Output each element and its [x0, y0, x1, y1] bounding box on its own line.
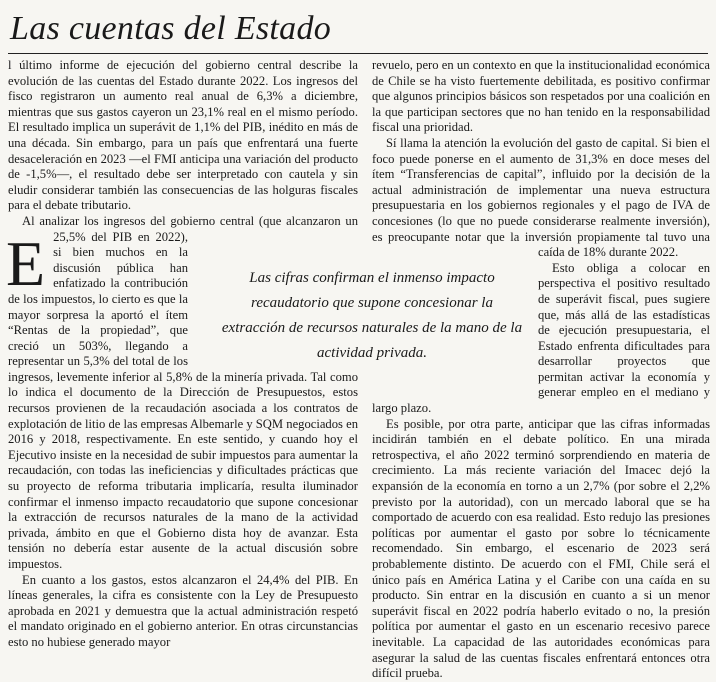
paragraph-1-text: l último informe de ejecución del gobierno central describe la evolución de las cuentas del Estado durante 2022. Los ingresos del fisco registraron un aumento real anual de 6,3% a diciembre, mientras que sus gastos cayeron un 23,1% real en el mismo período. El resultado implica un superávit de 1,1% del PIB, inédito en más de una década. Sin embargo, para un país que enfrentará una fuerte desaceleración en 2023 —el FMI anticipa una variación del producto de -1,5%—, el resultado debe ser interpretado con cautela y sin eludir considerar también las consecuencias de las holguras fiscales para el debate tributario. [8, 58, 358, 213]
pull-quote: Las cifras confirman el inmenso impacto recaudatorio que supone concesionar la extracción de recursos naturales de la mano de la actividad privada. [212, 262, 532, 370]
paragraph-6: Esto obliga a colocar en perspectiva el positivo resultado de superávit fiscal, pues sugiere que, más allá de las estadísticas de ejecución presupuestaria, el Estado enfrenta dificultades para desarrollar proyectos que permitan activar la economía y generar empleo en el mediano y largo plazo. [372, 260, 710, 416]
paragraph-2: Al analizar los ingresos del gobierno central (que alcanzaron un 25,5% del PIB en 2022), si bien muchos en la discusión pública han enfatizado la contribución de los impuestos, lo cierto es que la mayor sorpresa la aportó el ítem “Rentas de la propiedad”, que creció un 503%, llegando a representar un 5,3% del total de los ingresos, levemente inferior al 5,8% de la minería privada. Tal como lo indica el documento de la Dirección de Presupuestos, estos recursos provienen de la recaudación asociada a los contratos de explotación de litio de las empresas Albemarle y SQM negociados en 2016 y 2018, respectivamente. En este sentido, y cuando hoy el Ejecutivo insiste en la necesidad de subir impuestos para aumentar la recaudación, con todas las ineficiencias y dificultades prácticas que su proyecto de reforma tributaria implicaría, resulta iluminador confirmar el inmenso impacto recaudatorio que supone concesionar la extracción de recursos naturales de la mano de la actividad privada, ámbito en que el Gobierno dista hoy de avanzar. Esta tensión no debería estar ausente de la actual discusión sobre impuestos. [8, 213, 358, 571]
paragraph-3: En cuanto a los gastos, estos alcanzaron el 24,4% del PIB. En líneas generales, la cifra es consistente con la Ley de Presupuesto aprobada en 2021 y demuestra que la actual administración respetó el mandato originado en el gobierno anterior. En otras circunstancias esto no hubiese generado mayor [8, 572, 358, 649]
paragraph-1 [6, 58, 358, 299]
paragraph-4: revuelo, pero en un contexto en que la institucionalidad económica de Chile se ha visto fuertemente debilitada, es positivo confirmar que algunos principios básicos son respetados por una coalición en la que participan sectores que no han tenido en la responsabilidad fiscal una prioridad. [372, 58, 710, 135]
paragraph-5: Sí llama la atención la evolución del gasto de capital. Si bien el foco puede ponerse en el aumento de 31,3% en doce meses del ítem “Transferencias de capital”, influido por la decisión de la actual administración de implementar una nueva estructura presupuestaria en los gobiernos regionales y el pago de IVA de concesiones (lo que no puede considerarse realmente inversión), es preocupante notar que la inversión propiamente tal tuvo una caída de 18% durante 2022. [372, 135, 710, 260]
dropcap-letter: E [6, 228, 46, 299]
article-title: Las cuentas del Estado [10, 10, 332, 47]
paragraph-7: Es posible, por otra parte, anticipar que las cifras informadas incidirán también en el debate político. En una mirada retrospectiva, el año 2022 terminó sorprendiendo en materia de crecimiento. La más reciente variación del Imacec dejó la expansión de la economía en torno a un 2,7% (por sobre el 2,2% previsto por la autoridad), con un mercado laboral que se ha comportado de acuerdo con esa realidad. Esto redujo las presiones políticas por aumentar el gasto por sobre lo técnicamente recomendado. Sin embargo, el escenario de 2023 será probablemente distinto. De acuerdo con el FMI, Chile será el único país en América Latina y el Caribe con una caída en su producto. Sin entrar en la discusión en cuanto a si un menor superávit fiscal en 2022 podría haberlo evitado o no, la presión política por aumentar el gasto en un escenario recesivo parece inevitable. La capacidad de las autoridades económicas para asegurar la salud de las cuentas fiscales enfrentará entonces otra difícil prueba. [372, 416, 710, 681]
title-rule [8, 53, 708, 54]
